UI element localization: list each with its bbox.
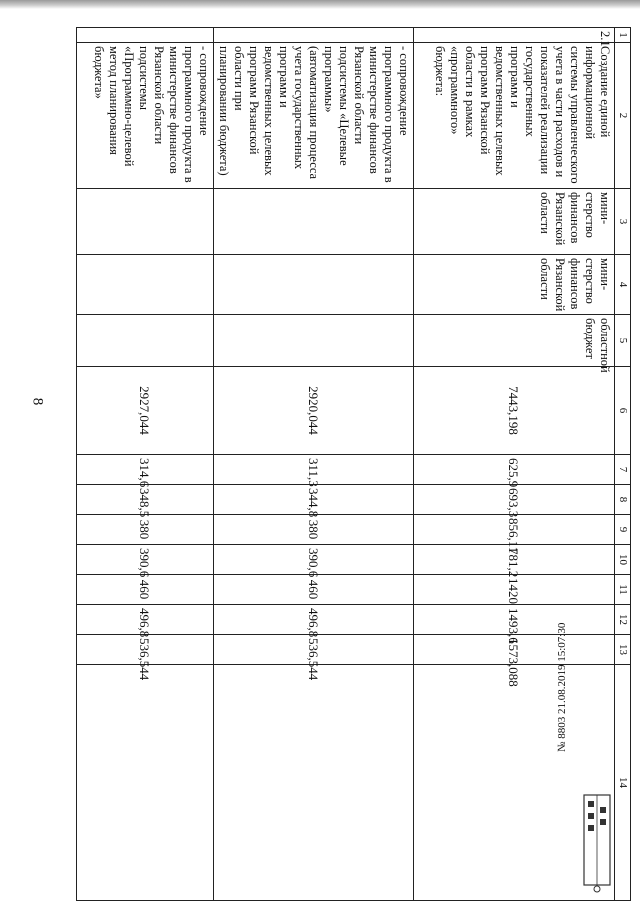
value-cell: 536,544	[214, 635, 414, 665]
header-row	[615, 28, 631, 901]
header-cell: 13	[615, 635, 631, 665]
value-cell: 781,2	[414, 545, 615, 575]
header-cell: 9	[615, 515, 631, 545]
value-cell: 2927,044	[77, 367, 214, 455]
note-cell	[214, 665, 414, 901]
row-description: - сопровождение программного продукта в министерстве финансов Рязанской области подсистемы «Целевые программы» (автоматизация процесса учета государственных программ и ведомственных целевых программ Рязанской области при планировании бюджета)	[214, 43, 414, 189]
value-cell: 496,8	[77, 605, 214, 635]
value-cell: 536,544	[77, 635, 214, 665]
executor-cell	[77, 255, 214, 315]
budget-table	[76, 27, 631, 901]
note-cell	[77, 665, 214, 901]
table-row	[414, 28, 615, 901]
value-cell: 2920,044	[214, 367, 414, 455]
table-row	[214, 28, 414, 901]
scan-edge	[0, 0, 640, 9]
value-cell: 856,11	[414, 515, 615, 545]
responsible-cell	[214, 189, 414, 255]
responsible-cell	[77, 189, 214, 255]
value-cell: 380	[77, 515, 214, 545]
value-cell: 390,6	[214, 545, 414, 575]
row-code	[77, 28, 214, 43]
header-cell: 10	[615, 545, 631, 575]
executor-cell	[214, 255, 414, 315]
value-cell: 380	[214, 515, 414, 545]
table-row	[77, 28, 214, 901]
header-cell: 14	[615, 665, 631, 901]
value-cell: 311,3	[214, 455, 414, 485]
header-cell: 2	[615, 43, 631, 189]
header-cell: 3	[615, 189, 631, 255]
page-number: 8	[29, 397, 46, 406]
value-cell: 348,5	[77, 485, 214, 515]
row-description: Создание единой информационной системы управленческого учета в части расходов и показателей реализации государственных программ и ведомственных целевых программ Рязанской области в рамках «программного» бюджета:	[414, 43, 615, 189]
executor-cell: мини-стерство финансов Рязанской области	[414, 255, 615, 315]
header-cell: 5	[615, 315, 631, 367]
responsible-cell: мини-стерство финансов Рязанской области	[414, 189, 615, 255]
source-cell	[77, 315, 214, 367]
value-cell: 496,8	[214, 605, 414, 635]
value-cell: 314,6	[77, 455, 214, 485]
registration-stamp-text: № 8803 21.08.2019 15:07:30	[556, 622, 568, 752]
header-cell: 1	[615, 28, 631, 43]
header-cell: 6	[615, 367, 631, 455]
source-cell	[214, 315, 414, 367]
value-cell: 1493,6	[414, 605, 615, 635]
row-description: - сопровождение программного продукта в министерстве финансов Рязанской области подсистемы «Программно-целевой метод планирования бюджета»	[77, 43, 214, 189]
header-cell: 4	[615, 255, 631, 315]
header-cell: 8	[615, 485, 631, 515]
header-cell: 11	[615, 575, 631, 605]
registry-logo	[578, 785, 618, 895]
value-cell: 460	[214, 575, 414, 605]
value-cell: 7443,198	[414, 367, 615, 455]
value-cell: 344,8	[214, 485, 414, 515]
value-cell: 693,3	[414, 485, 615, 515]
value-cell: 625,9	[414, 455, 615, 485]
value-cell: 1573,088	[414, 635, 615, 665]
value-cell: 460	[77, 575, 214, 605]
value-cell: 1420	[414, 575, 615, 605]
budget-table-wrapper	[76, 27, 631, 900]
row-code: 2.1	[414, 28, 615, 43]
header-cell: 12	[615, 605, 631, 635]
value-cell: 390,6	[77, 545, 214, 575]
header-cell: 7	[615, 455, 631, 485]
source-cell: областной бюджет	[414, 315, 615, 367]
row-code	[214, 28, 414, 43]
